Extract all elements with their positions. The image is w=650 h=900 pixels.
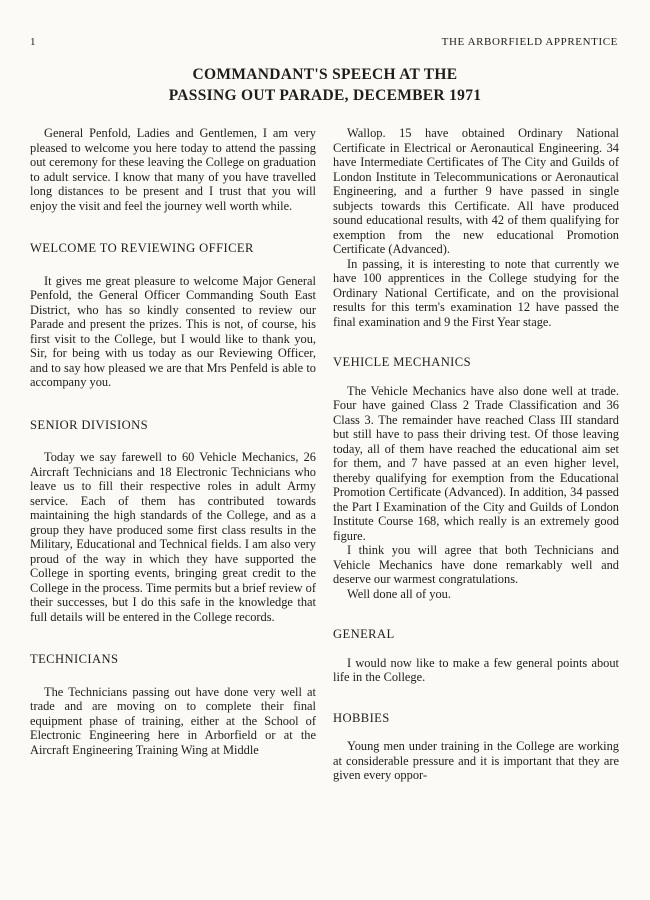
paragraph: It gives me great pleasure to welcome Major General Penfold, the General Officer Commanding South East District, who has so kindly consented to review our Parade and present the prizes. This is not, of course, his first visit to the College, but I would like to thank you, Sir, for being with us today as our Reviewing Officer, and to say how pleased we are that Mrs Penfeld is able to accompany you. <box>30 273 316 389</box>
paragraph: General Penfold, Ladies and Gentlemen, I am very pleased to welcome you here today to attend the passing out ceremony for these leaving the College on graduation to adult service. I know that many of you have travelled long distances to be present and I trust that you will enjoy the visit and feel the journey well worth while. <box>30 126 316 213</box>
section-heading-hobbies: HOBBIES <box>333 710 390 725</box>
section-heading-technicians: TECHNICIANS <box>30 652 119 666</box>
section-heading-welcome: WELCOME TO REVIEWING OFFICER <box>30 241 254 255</box>
paragraph: Well done all of you. <box>347 586 451 601</box>
section-heading-vehicle-mechanics: VEHICLE MECHANICS <box>333 355 471 369</box>
left-column <box>30 126 316 757</box>
running-head: THE ARBORFIELD APPRENTICE <box>441 36 618 48</box>
page-header <box>30 36 618 52</box>
paragraph: I would now like to make a few general points about life in the College. <box>333 655 619 684</box>
paragraph: Wallop. 15 have obtained Ordinary National Certificate in Electrical or Aeronautical Engineering. 34 have Intermediate Certificates of The City and Guilds of London Institute in Telecommunications or Aeronautical Engineering, and a further 9 have passed in single subjects towards this Certificate. All have produced sound educational results, with 42 of them qualifying for exemption from the new educational Promotion Certificate (Advanced). <box>333 126 619 256</box>
right-column <box>333 126 619 783</box>
page-number: 1 <box>30 36 37 48</box>
paragraph: Young men under training in the College are working at considerable pressure and it is important that they are given every oppor- <box>333 739 619 782</box>
paragraph: In passing, it is interesting to note that currently we have 100 apprentices in the College studying for the Ordinary National Certificate, and on the provisional results for this term's examination 12 have passed the final examination and 9 the First Year stage. <box>333 256 619 329</box>
title-line-2: PASSING OUT PARADE, DECEMBER 1971 <box>168 87 482 104</box>
title-line-1: COMMANDANT'S SPEECH AT THE <box>192 66 458 83</box>
paragraph: Today we say farewell to 60 Vehicle Mechanics, 26 Aircraft Technicians and 18 Electronic Technicians who leave us to fill their respective roles in adult Army service. Each of them has contributed towards maintaining the high standards of the College, and as a group they have produced some first class results in the Military, Educational and Technical fields. I am also very proud of the way in which they have supported the College in sporting events, bringing great credit to the College in the process. Time permits but a brief review of their successes, but I do this safe in the knowledge that full details will be entered in the College records. <box>30 450 316 624</box>
paragraph: The Technicians passing out have done very well at trade and are moving on to complete their final equipment phase of training, either at the School of Electronic Engineering here in Arborfield or at the Aircraft Engineering Training Wing at Middle <box>30 684 316 757</box>
paragraph: I think you will agree that both Technicians and Vehicle Mechanics have done remarkably well and deserve our warmest congratulations. <box>333 543 619 586</box>
article-title <box>0 64 650 106</box>
section-heading-general: GENERAL <box>333 627 395 641</box>
section-heading-senior-divisions: SENIOR DIVISIONS <box>30 417 148 432</box>
paragraph: The Vehicle Mechanics have also done well at trade. Four have gained Class 2 Trade Classification and 36 Class 3. The remainder have reached Class III standard but still have to pass their driving test. Of those leaving today, all of them have reached the educational aim set for them, and 7 have passed at an even higher level, thereby qualifying for exemption from the Educational Promotion Certificate (Advanced). In addition, 34 passed the Part I Examination of the City and Guilds of London Institute Course 168, which really is an extremely good figure. <box>333 383 619 543</box>
